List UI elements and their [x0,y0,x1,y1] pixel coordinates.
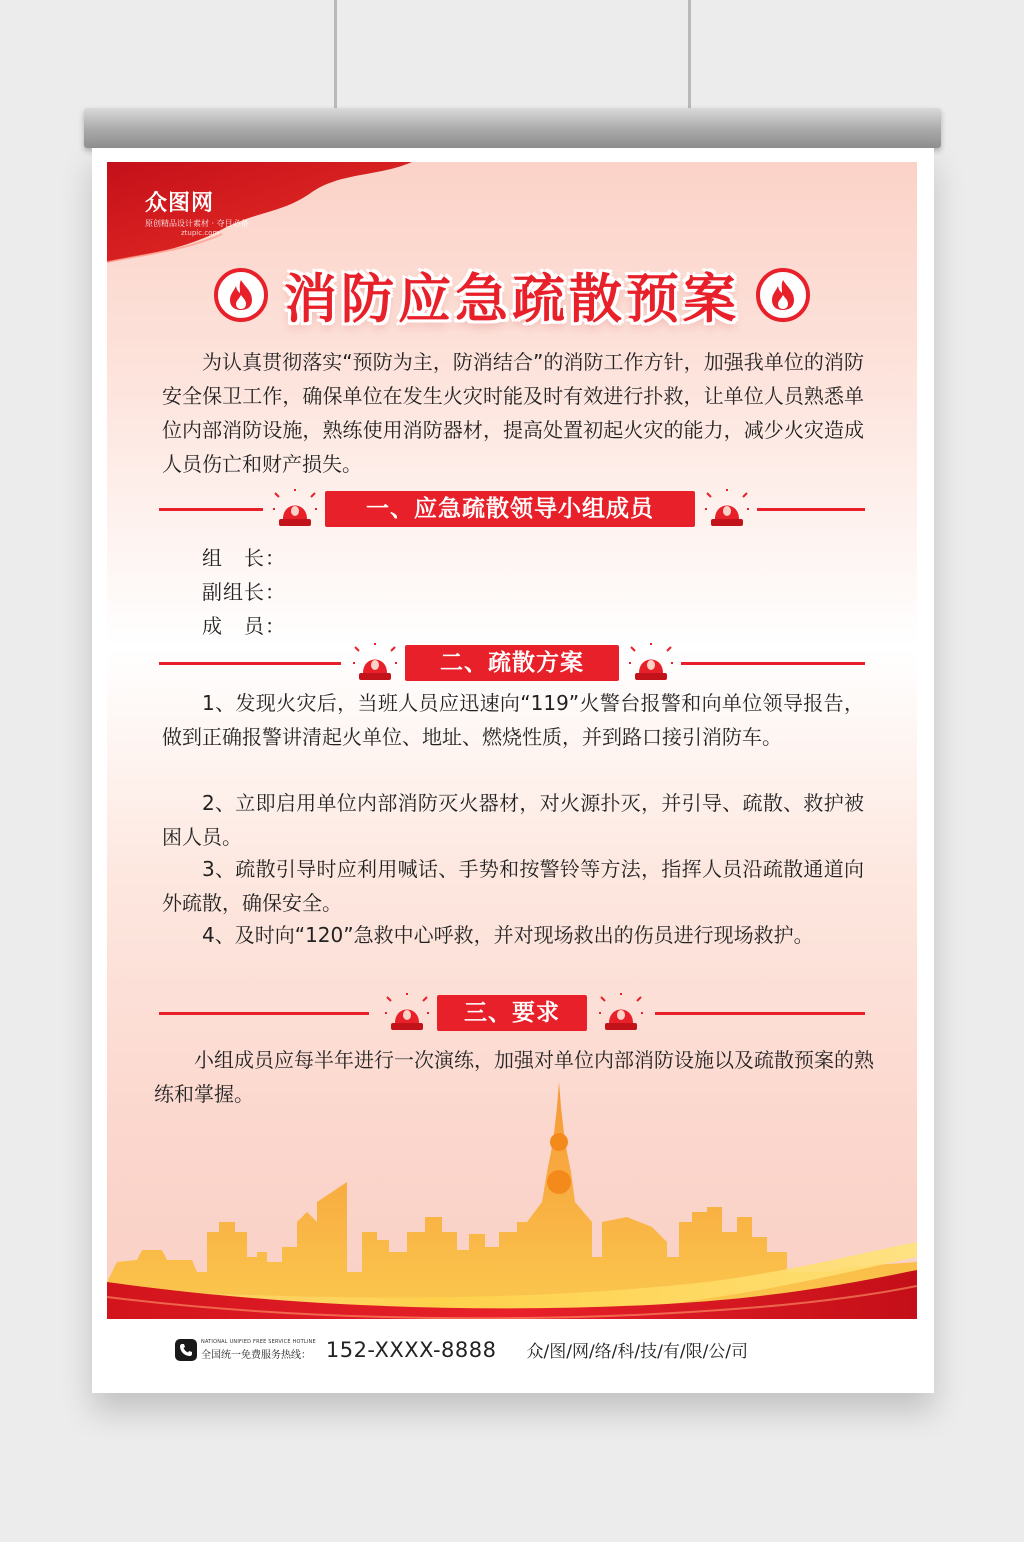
flame-icon [214,268,268,322]
member-deputy: 副组长： [202,580,286,604]
hotline-label-en: NATIONAL UNIFIED FREE SERVICE HOTLINE [201,1338,316,1345]
title-row [107,250,917,340]
requirement-paragraph: 小组成员应每半年进行一次演练，加强对单位内部消防设施以及疏散预案的熟练和掌握。 [154,1048,874,1106]
hotline-label [201,1339,316,1361]
divider-line [681,662,865,665]
siren-icon [705,489,749,529]
section-header-1 [157,487,867,531]
evacuation-item-4: 4、及时向“120”急救中心呼救，并对现场救出的伤员进行现场救护。 [202,923,814,947]
poster [107,162,917,1319]
company-name: 众/图/网/络/科/技/有/限/公/司 [526,1342,749,1362]
divider-line [159,1012,369,1015]
logo-name: 众图网 [145,191,215,216]
siren-icon [599,993,643,1033]
logo-tagline: 原创精品设计素材 · 夺目必备 [145,219,249,228]
evacuation-item-2: 2、立即启用单位内部消防灭火器材，对火源扑灭，并引导、疏散、救护被困人员。 [162,791,864,849]
evacuation-item-1: 1、发现火灾后，当班人员应迅速向“119”火警台报警和向单位领导报告，做到正确报警讲清起火单位、地址、燃烧性质，并到路口接引消防车。 [162,691,864,749]
section-heading-3: 三、要求 [437,995,587,1031]
intro-paragraph: 为认真贯彻落实“预防为主，防消结合”的消防工作方针，加强我单位的消防安全保卫工作，确保单位在发生火灾时能及时有效进行扑救，让单位人员熟悉单位内部消防设施，熟练使用消防器材，提高处置初起火灾的能力，减少火灾造成人员伤亡和财产损失。 [162,350,864,476]
hanging-wire-right [688,0,691,110]
footer [107,1322,917,1377]
logo-url: ztupic.com [181,229,220,237]
section-header-2 [157,641,867,685]
hanging-wire-left [334,0,337,110]
page-title: 消防应急疏散预案 [284,269,740,330]
siren-icon [385,993,429,1033]
divider-line [655,1012,865,1015]
city-skyline-decoration [107,1082,917,1319]
evacuation-item-3: 3、疏散引导时应利用喊话、手势和按警铃等方法，指挥人员沿疏散通道向外疏散，确保安全。 [162,857,864,915]
member-staff: 成 员： [202,614,286,638]
brand-logo [145,186,249,237]
flame-icon [756,268,810,322]
member-leader: 组 长： [202,546,286,570]
siren-icon [629,643,673,683]
hotline-number: 152-XXXX-8888 [325,1337,497,1362]
divider-line [159,508,263,511]
section-heading-1: 一、应急疏散领导小组成员 [325,491,695,527]
section-heading-2: 二、疏散方案 [405,645,619,681]
poster-hanging-rod [84,108,941,148]
divider-line [757,508,865,511]
phone-icon [175,1339,197,1361]
section-header-3 [157,991,867,1035]
siren-icon [273,489,317,529]
hotline-label-cn: 全国统一免费服务热线： [201,1349,311,1361]
divider-line [159,662,341,665]
siren-icon [353,643,397,683]
